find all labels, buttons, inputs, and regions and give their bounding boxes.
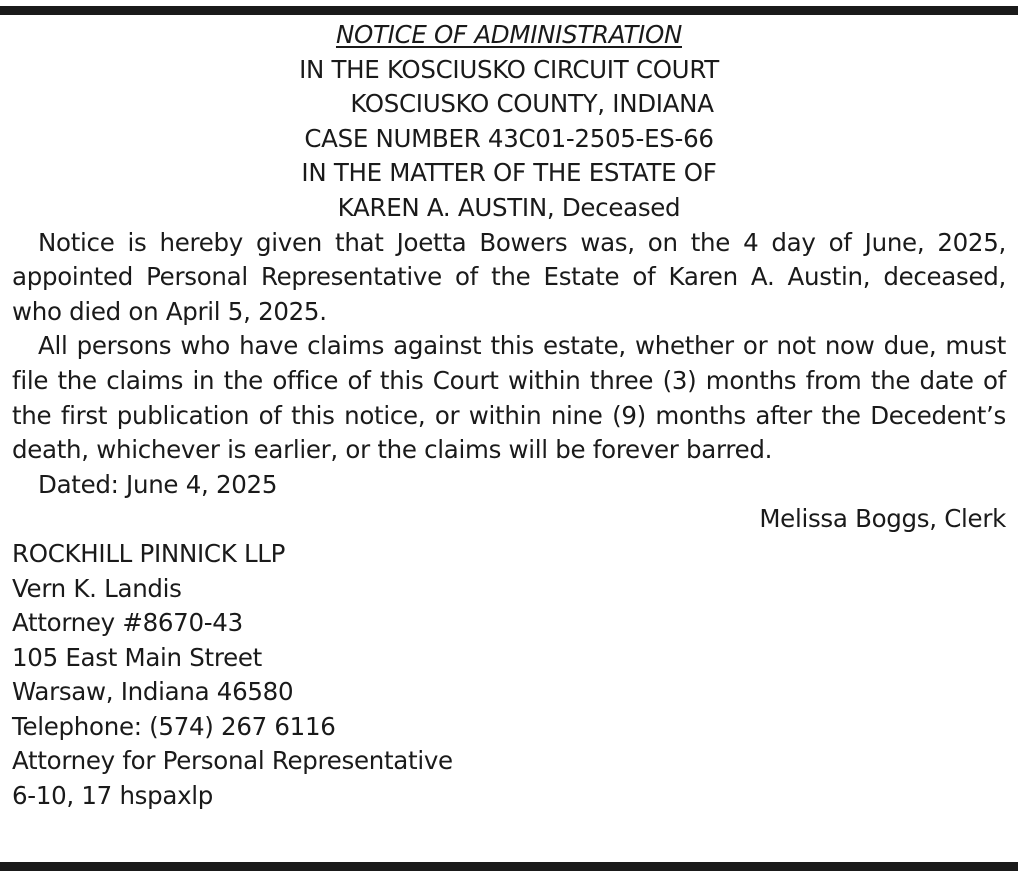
decedent-name: KAREN A. AUSTIN, Deceased bbox=[337, 192, 681, 222]
bottom-border-rule bbox=[0, 862, 1018, 871]
legal-notice bbox=[12, 18, 1006, 814]
clerk-signature: Melissa Boggs, Clerk bbox=[759, 504, 1006, 534]
case-number: CASE NUMBER 43C01-2505-ES-66 bbox=[304, 123, 714, 153]
street-address: 105 East Main Street bbox=[12, 642, 262, 672]
notice-title: NOTICE OF ADMINISTRATION bbox=[335, 20, 682, 49]
appointment-paragraph: Notice is hereby given that Joetta Bowers was, on the 4 day of June, 2025, appointed Personal Representative of the Estate of Karen A. Austin, deceased, who died on April 5, 2025. bbox=[12, 227, 1006, 326]
claims-paragraph: All persons who have claims against this estate, whether or not now due, must file the claims in the office of this Court within three (3) months from the date of the first publication of this notice, or within nine (9) months after the Decedent’s death, whichever is earlier, or the claims will be forever barred. bbox=[12, 331, 1006, 465]
publication-code: 6-10, 17 hspaxlp bbox=[12, 781, 214, 811]
law-firm: ROCKHILL PINNICK LLP bbox=[12, 538, 286, 568]
city-state-zip: Warsaw, Indiana 46580 bbox=[12, 677, 294, 707]
attorney-number: Attorney #8670-43 bbox=[12, 608, 243, 638]
court-name: IN THE KOSCIUSKO CIRCUIT COURT bbox=[299, 54, 719, 84]
attorney-name: Vern K. Landis bbox=[12, 573, 182, 603]
estate-matter: IN THE MATTER OF THE ESTATE OF bbox=[301, 158, 717, 188]
attorney-role: Attorney for Personal Representative bbox=[12, 746, 453, 776]
county-name: KOSCIUSKO COUNTY, INDIANA bbox=[350, 89, 714, 119]
telephone: Telephone: (574) 267 6116 bbox=[12, 711, 336, 741]
top-border-rule bbox=[0, 6, 1018, 15]
dated-line: Dated: June 4, 2025 bbox=[38, 469, 278, 499]
